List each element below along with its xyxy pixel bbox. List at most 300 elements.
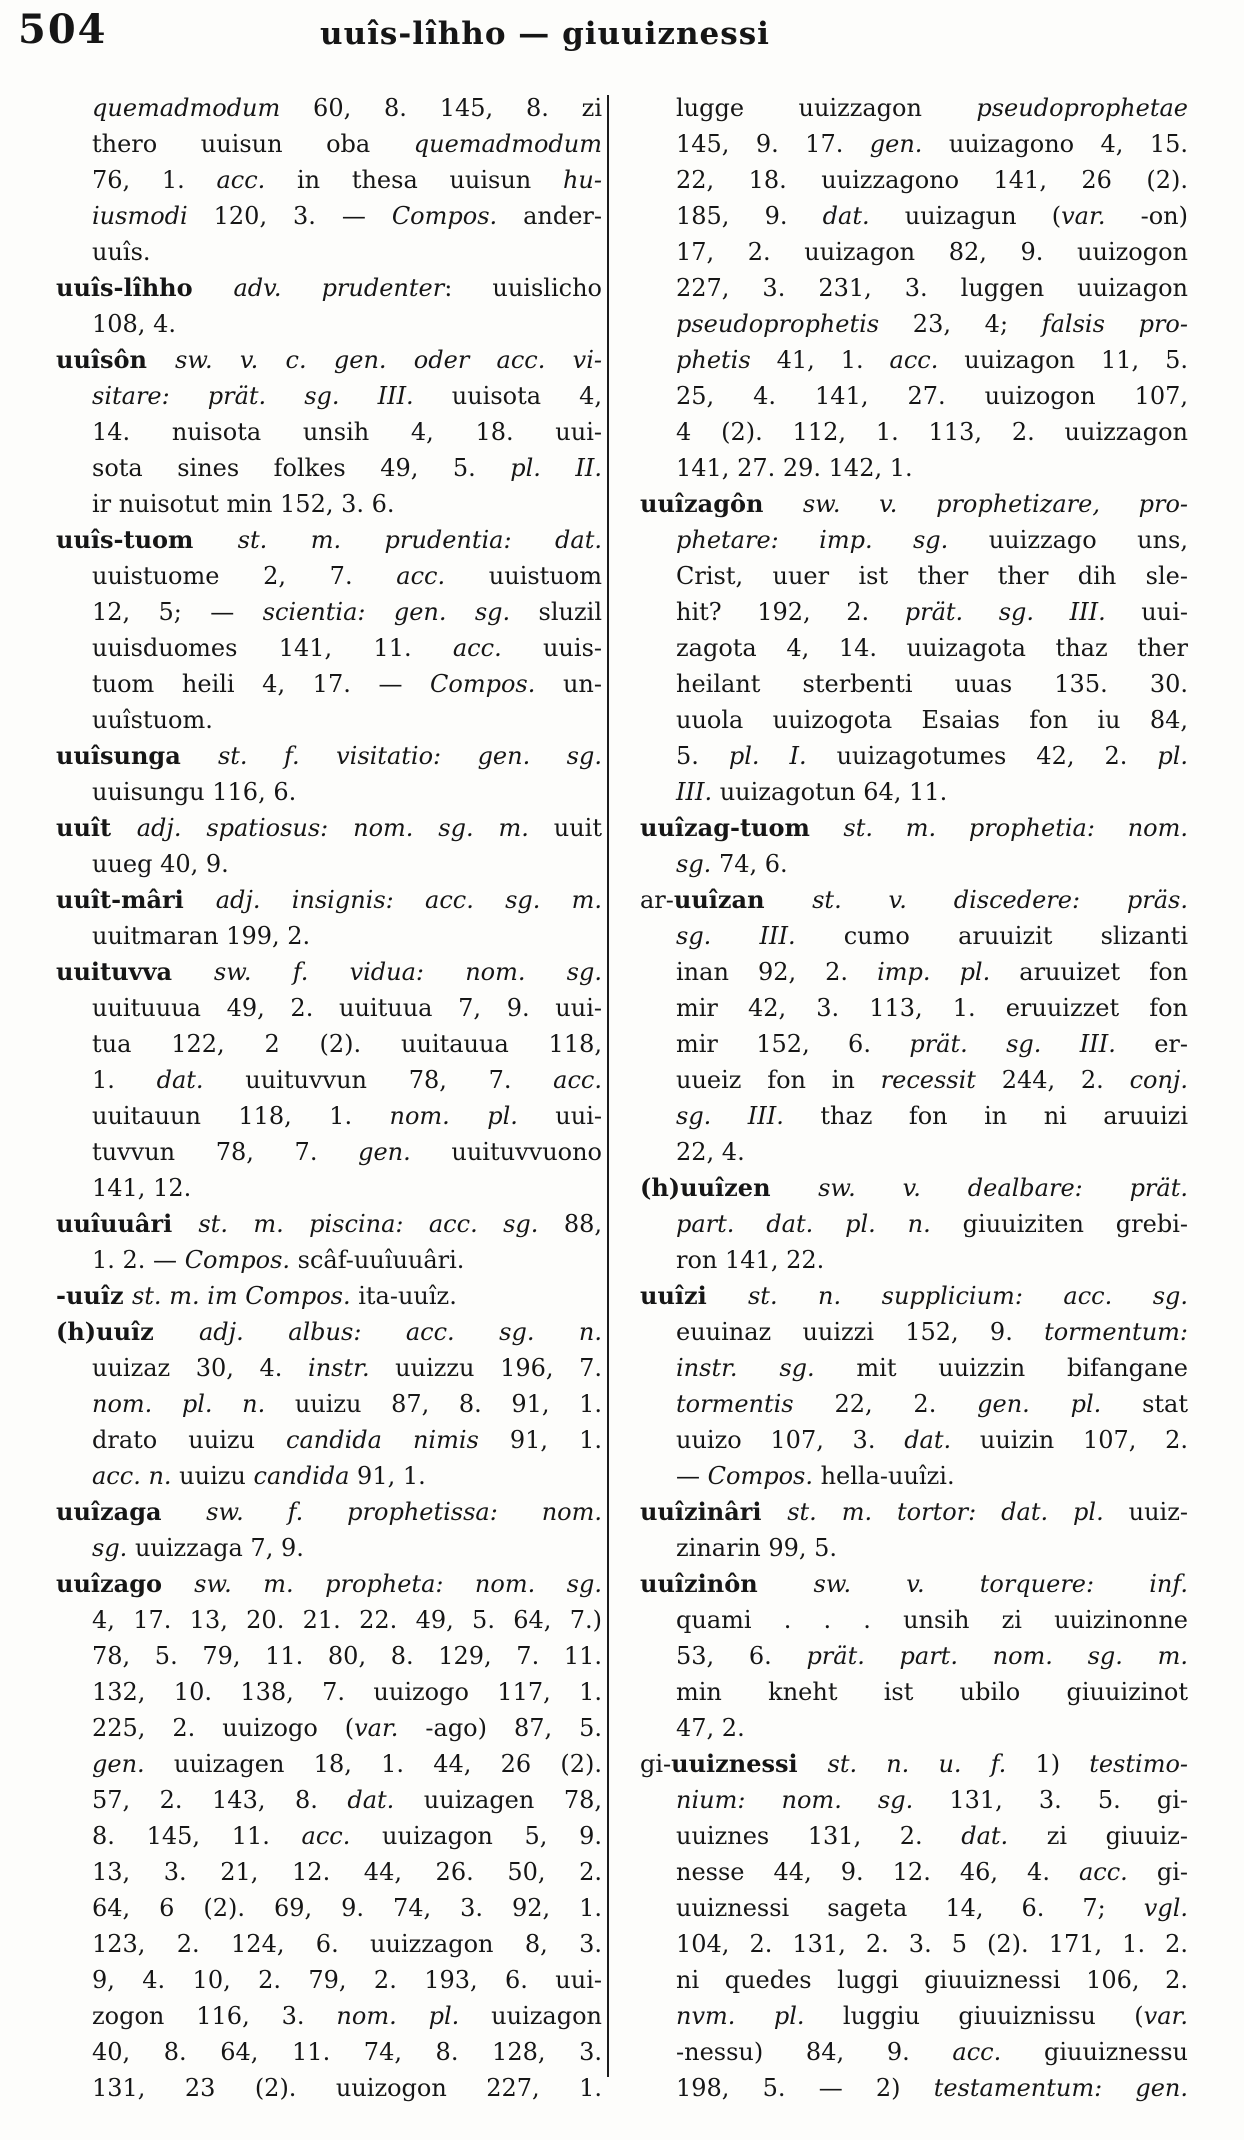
text-line [56, 1854, 602, 1890]
text-segment: uuizin 107, 2. [951, 1426, 1188, 1454]
grammar-label: acc. [553, 1066, 602, 1094]
text-segment: uuiznes 131, 2. [676, 1822, 962, 1850]
grammar-label: var. [1143, 2002, 1188, 2030]
grammar-label: hu- [562, 166, 602, 194]
text-line [640, 738, 1188, 774]
text-segment: uuizagon [459, 2002, 602, 2030]
text-line [640, 306, 1188, 342]
text-line [56, 738, 602, 774]
text-segment: 40, 8. 64, 11. 74, 8. 128, 3. [92, 2038, 602, 2066]
text-line [56, 486, 602, 522]
text-segment: er- [1115, 1030, 1188, 1058]
grammar-label: tormentis [676, 1390, 794, 1418]
text-segment: hella-uuîzi. [812, 1462, 955, 1490]
grammar-label: acc. [216, 166, 266, 194]
text-line [640, 1098, 1188, 1134]
text-line [56, 198, 602, 234]
text-line [640, 1494, 1188, 1530]
headword: uuîzaga [56, 1497, 207, 1526]
text-segment: 41, 1. [750, 346, 890, 374]
text-line [56, 1098, 602, 1134]
text-segment: 5. [676, 742, 729, 770]
headword: (h)uuîz [56, 1317, 199, 1346]
text-line [640, 558, 1188, 594]
text-line [640, 882, 1188, 918]
headword: uuiznessi [671, 1749, 828, 1778]
text-line [640, 1746, 1188, 1782]
headword: uuîzinâri [640, 1497, 788, 1526]
headword: uuituvva [56, 957, 214, 986]
text-segment: uueiz fon in [676, 1066, 881, 1094]
text-line [56, 270, 602, 306]
text-segment: sota sines folkes 49, 5. [92, 454, 511, 482]
grammar-label: candida [253, 1462, 350, 1490]
text-line [640, 1350, 1188, 1386]
grammar-label: sw. v. torquere: inf. [813, 1570, 1188, 1598]
text-segment: uuisungu 116, 6. [92, 778, 297, 806]
grammar-label: pl. I. [728, 742, 807, 770]
text-line [640, 414, 1188, 450]
grammar-label: var. [354, 1714, 399, 1742]
text-segment: uuizagotun 64, 11. [712, 778, 948, 806]
text-segment: 104, 2. 131, 2. 3. 5 (2). 171, 1. 2. [676, 1930, 1188, 1958]
text-line [56, 1170, 602, 1206]
text-line [56, 90, 602, 126]
text-segment: 22, 2. [793, 1390, 978, 1418]
grammar-label: imp. pl. [877, 958, 991, 986]
text-segment: 198, 5. — 2) [676, 2074, 934, 2102]
text-line [640, 918, 1188, 954]
text-line [640, 774, 1188, 810]
text-line [640, 450, 1188, 486]
text-segment: 91, 1. [478, 1426, 602, 1454]
text-segment: 47, 2. [676, 1714, 745, 1742]
text-line [640, 1890, 1188, 1926]
text-line [640, 1566, 1188, 1602]
text-line [640, 1458, 1188, 1494]
text-line [56, 810, 602, 846]
text-line [56, 1602, 602, 1638]
text-segment: uuiz- [1103, 1498, 1188, 1526]
text-segment: 13, 3. 21, 12. 44, 26. 50, 2. [92, 1858, 602, 1886]
text-line [640, 1062, 1188, 1098]
text-line [56, 1746, 602, 1782]
grammar-label: st. m. prophetia: nom. [843, 814, 1188, 842]
text-line [56, 1458, 602, 1494]
text-segment: tua 122, 2 (2). uuitauua 118, [92, 1030, 602, 1058]
text-line [56, 774, 602, 810]
text-line [56, 414, 602, 450]
text-segment: thaz fon in ni aruuizi [783, 1102, 1188, 1130]
text-segment: uuit [528, 814, 602, 842]
text-line [640, 594, 1188, 630]
text-segment: 244, 2. [975, 1066, 1130, 1094]
text-segment: drato uuizu [92, 1426, 287, 1454]
grammar-label: dat. [961, 1822, 1009, 1850]
grammar-label: conj. [1129, 1066, 1188, 1094]
text-line [640, 1026, 1188, 1062]
text-segment: 91, 1. [349, 1462, 426, 1490]
grammar-label: dat. [822, 202, 870, 230]
grammar-label: nom. pl. n. [92, 1390, 266, 1418]
text-line [56, 1710, 602, 1746]
text-segment: euuinaz uuizzi 152, 9. [676, 1318, 1045, 1346]
grammar-label: quemadmodum [413, 130, 602, 158]
text-segment: 8. 145, 11. [92, 1822, 302, 1850]
running-head: uuîs-lîhho — giuuiznessi [320, 16, 770, 52]
text-line [56, 1386, 602, 1422]
text-line [56, 2070, 602, 2106]
text-segment: ni quedes luggi giuuiznessi 106, 2. [676, 1966, 1188, 1994]
text-segment: tuom heili 4, 17. — [92, 670, 431, 698]
text-segment: quami . . . unsih zi uuizinonne [676, 1606, 1188, 1634]
text-line [56, 1062, 602, 1098]
text-segment: 23, 4; [879, 310, 1042, 338]
text-segment: scâf-uuîuuâri. [290, 1246, 465, 1274]
text-line [640, 126, 1188, 162]
grammar-label: var. [1061, 202, 1106, 230]
text-line [640, 234, 1188, 270]
text-segment: uueg 40, 9. [92, 850, 229, 878]
grammar-label: sw. v. dealbare: prät. [818, 1174, 1188, 1202]
grammar-label: acc. [396, 562, 446, 590]
text-segment: 53, 6. [676, 1642, 807, 1670]
text-segment: — [676, 1462, 708, 1490]
text-segment: gi- [640, 1750, 672, 1778]
text-segment: uuistuom [445, 562, 602, 590]
headword: uuîzago [56, 1569, 195, 1598]
grammar-label: III. [676, 778, 713, 806]
text-segment: 14. nuisota unsih 4, 18. uui- [92, 418, 602, 446]
text-segment: lugge uuizzagon [676, 94, 977, 122]
grammar-label: acc. [1078, 1858, 1128, 1886]
text-line [56, 1026, 602, 1062]
text-line [56, 1674, 602, 1710]
grammar-label: st. n. u. f. [827, 1750, 1007, 1778]
text-line [56, 702, 602, 738]
grammar-label: acc. [952, 2038, 1002, 2066]
grammar-label: sg. [92, 1534, 128, 1562]
text-line [640, 1314, 1188, 1350]
text-line [640, 1926, 1188, 1962]
text-segment: zinarin 99, 5. [676, 1534, 838, 1562]
text-segment: 76, 1. [92, 166, 217, 194]
grammar-label: sw. f. vidua: nom. sg. [213, 958, 602, 986]
headword: uuîzagôn [640, 489, 803, 518]
text-segment: 227, 3. 231, 3. luggen uuizagon [676, 274, 1188, 302]
text-line [640, 1962, 1188, 1998]
grammar-label: gen. [869, 130, 923, 158]
text-segment: 145, 9. 17. [676, 130, 870, 158]
headword: uuîzag-tuom [640, 813, 844, 842]
text-segment: mir 152, 6. [676, 1030, 910, 1058]
text-segment: 131, 3. 5. gi- [913, 1786, 1188, 1814]
grammar-label: pl. II. [510, 454, 602, 482]
text-segment: uuitauun 118, 1. [92, 1102, 390, 1130]
text-line [56, 630, 602, 666]
text-segment: uuizzaga 7, 9. [127, 1534, 304, 1562]
text-line [640, 90, 1188, 126]
text-line [56, 1278, 602, 1314]
text-line [56, 1134, 602, 1170]
text-line [56, 1782, 602, 1818]
text-segment: 108, 4. [92, 310, 176, 338]
text-segment: 60, 8. 145, 8. zi [280, 94, 602, 122]
text-segment: uuizagon 5, 9. [350, 1822, 602, 1850]
grammar-label: st. f. visitatio: gen. sg. [217, 742, 602, 770]
text-segment: 123, 2. 124, 6. uuizzagon 8, 3. [92, 1930, 602, 1958]
text-segment: mir 42, 3. 113, 1. eruuizzet fon [676, 994, 1188, 1022]
text-segment: aruuizet fon [990, 958, 1188, 986]
headword: uuît [56, 813, 137, 842]
text-line [640, 162, 1188, 198]
grammar-label: gen. pl. [977, 1390, 1102, 1418]
text-segment: uuiznessi sageta 14, 6. 7; [676, 1894, 1144, 1922]
grammar-label: scientia: gen. sg. [262, 598, 511, 626]
text-line [640, 1674, 1188, 1710]
text-segment: uuizzu 196, 7. [369, 1354, 602, 1382]
text-line [56, 126, 602, 162]
grammar-label: nvm. pl. [676, 2002, 805, 2030]
column-divider [607, 95, 609, 2077]
text-line [56, 882, 602, 918]
text-line [56, 558, 602, 594]
text-line [640, 630, 1188, 666]
text-line [640, 1638, 1188, 1674]
text-segment: heilant sterbenti uuas 135. 30. [676, 670, 1188, 698]
grammar-label: prät. sg. III. [904, 598, 1106, 626]
text-line [640, 1134, 1188, 1170]
text-segment: uuisota 4, [413, 382, 602, 410]
text-segment: -on) [1105, 202, 1188, 230]
text-line [56, 2034, 602, 2070]
text-line [640, 1782, 1188, 1818]
headword: uuîzi [640, 1281, 748, 1310]
text-segment: un- [535, 670, 602, 698]
grammar-label: Compos. [391, 202, 498, 230]
text-segment: 1. 2. — [92, 1246, 185, 1274]
text-segment: uuizagotumes 42, 2. [806, 742, 1158, 770]
text-segment: uuîs. [92, 238, 151, 266]
grammar-label: gen. [358, 1138, 411, 1166]
headword: uuît-mâri [56, 885, 216, 914]
text-line [56, 1998, 602, 2034]
grammar-label: dat. [347, 1786, 395, 1814]
text-line [640, 810, 1188, 846]
text-segment: 88, [538, 1210, 602, 1238]
text-line [56, 234, 602, 270]
grammar-label: vgl. [1143, 1894, 1188, 1922]
grammar-label: acc. n. [92, 1462, 172, 1490]
text-line [640, 270, 1188, 306]
text-line [56, 594, 602, 630]
text-line [640, 1602, 1188, 1638]
text-segment: 78, 5. 79, 11. 80, 8. 129, 7. 11. [92, 1642, 602, 1670]
grammar-label: acc. [452, 634, 502, 662]
headword: uuîs-lîhho [56, 273, 234, 302]
text-segment: 225, 2. uuizogo ( [92, 1714, 355, 1742]
text-line [56, 1926, 602, 1962]
grammar-label: sg. III. [676, 1102, 784, 1130]
text-segment: giuuiznessu [1001, 2038, 1188, 2066]
grammar-label: phetis [676, 346, 751, 374]
text-line [640, 1206, 1188, 1242]
text-line [56, 1890, 602, 1926]
text-line [56, 954, 602, 990]
text-segment: zogon 116, 3. [92, 2002, 337, 2030]
text-segment: ita-uuîz. [350, 1282, 457, 1310]
text-segment: uuituuua 49, 2. uuituua 7, 9. uui- [92, 994, 602, 1022]
grammar-label: prät. part. nom. sg. m. [806, 1642, 1188, 1670]
headword: uuîuuâri [56, 1209, 199, 1238]
grammar-label: st. m. tortor: dat. pl. [787, 1498, 1104, 1526]
text-line [640, 342, 1188, 378]
text-line [640, 666, 1188, 702]
text-line [56, 1350, 602, 1386]
text-line [640, 1818, 1188, 1854]
text-segment: 22, 18. uuizzagono 141, 26 (2). [676, 166, 1188, 194]
grammar-label: st. n. supplicium: acc. sg. [747, 1282, 1188, 1310]
grammar-label: st. v. discedere: präs. [812, 886, 1188, 914]
text-segment: mit uuizzin bifangane [814, 1354, 1188, 1382]
text-segment: zagota 4, 14. uuizagota thaz ther [676, 634, 1188, 662]
text-line [640, 198, 1188, 234]
text-segment: 132, 10. 138, 7. uuizogo 117, 1. [92, 1678, 602, 1706]
text-line [640, 990, 1188, 1026]
text-segment: uuizagen 18, 1. 44, 26 (2). [144, 1750, 602, 1778]
text-segment: sluzil [510, 598, 602, 626]
text-line [640, 522, 1188, 558]
right-column [640, 90, 1188, 2106]
text-line [56, 666, 602, 702]
grammar-label: candida nimis [286, 1426, 479, 1454]
grammar-label: testimo- [1089, 1750, 1188, 1778]
text-segment: 131, 23 (2). uuizogon 227, 1. [92, 2074, 602, 2102]
text-line [56, 990, 602, 1026]
text-line [56, 1566, 602, 1602]
text-segment: ar- [640, 886, 674, 914]
text-segment: 64, 6 (2). 69, 9. 74, 3. 92, 1. [92, 1894, 602, 1922]
text-line [56, 1962, 602, 1998]
text-line [640, 1710, 1188, 1746]
text-line [56, 450, 602, 486]
text-segment: uuisduomes 141, 11. [92, 634, 453, 662]
text-line [56, 306, 602, 342]
text-line [56, 1530, 602, 1566]
text-segment: uuizaz 30, 4. [92, 1354, 309, 1382]
text-segment: uuis- [501, 634, 602, 662]
text-line [56, 342, 602, 378]
text-line [640, 954, 1188, 990]
grammar-label: sw. v. c. gen. oder acc. vi- [175, 346, 602, 374]
grammar-label: part. dat. pl. n. [676, 1210, 931, 1238]
text-segment: hit? 192, 2. [676, 598, 905, 626]
text-line [56, 522, 602, 558]
text-line [56, 1494, 602, 1530]
page-number: 504 [18, 6, 108, 53]
text-segment: cumo aruuizit slizanti [795, 922, 1188, 950]
text-segment: uuizzago uns, [948, 526, 1188, 554]
left-column [56, 90, 602, 2106]
text-line [640, 1242, 1188, 1278]
text-line [640, 846, 1188, 882]
headword: uuîzan [673, 885, 813, 914]
text-segment: uuitmaran 199, 2. [92, 922, 311, 950]
text-segment: giuuiziten grebi- [930, 1210, 1188, 1238]
text-segment: uui- [1105, 598, 1188, 626]
text-line [640, 486, 1188, 522]
grammar-label: adj. insignis: acc. sg. m. [215, 886, 602, 914]
grammar-label: adj. albus: acc. sg. n. [199, 1318, 602, 1346]
grammar-label: iusmodi [92, 202, 188, 230]
grammar-label: instr. [308, 1354, 370, 1382]
text-segment: uuîstuom. [92, 706, 213, 734]
grammar-label: st. m. im Compos. [131, 1282, 351, 1310]
grammar-label: st. m. piscina: acc. sg. [198, 1210, 539, 1238]
text-segment: 1. [92, 1066, 157, 1094]
text-segment: ir nuisotut min 152, 3. 6. [92, 490, 395, 518]
grammar-label: adv. prudenter [233, 274, 445, 302]
text-segment: 4 (2). 112, 1. 113, 2. uuizzagon [676, 418, 1188, 446]
grammar-label: st. m. prudentia: dat. [237, 526, 602, 554]
grammar-label: recessit [880, 1066, 976, 1094]
grammar-label: sw. v. prophetizare, pro- [802, 490, 1188, 518]
text-segment: 1) [1006, 1750, 1090, 1778]
text-segment: uuizu 87, 8. 91, 1. [265, 1390, 602, 1418]
text-segment: 12, 5; — [92, 598, 263, 626]
grammar-label: adj. spatiosus: nom. sg. m. [136, 814, 529, 842]
text-line [56, 378, 602, 414]
grammar-label: phetare: imp. sg. [676, 526, 949, 554]
grammar-label: dat. [156, 1066, 204, 1094]
grammar-label: nom. pl. [336, 2002, 460, 2030]
grammar-label: nom. pl. [389, 1102, 518, 1130]
text-line [56, 1206, 602, 1242]
text-segment: tuvvun 78, 7. [92, 1138, 359, 1166]
text-line [640, 2034, 1188, 2070]
text-line [56, 1422, 602, 1458]
grammar-label: dat. [904, 1426, 952, 1454]
text-segment: nesse 44, 9. 12. 46, 4. [676, 1858, 1079, 1886]
text-line [640, 1386, 1188, 1422]
text-segment: -ago) 87, 5. [398, 1714, 602, 1742]
text-line [56, 918, 602, 954]
grammar-label: sw. f. prophetissa: nom. [206, 1498, 602, 1526]
grammar-label: acc. [889, 346, 939, 374]
text-segment: 141, 12. [92, 1174, 192, 1202]
text-segment: luggiu giuuiznissu ( [804, 2002, 1144, 2030]
grammar-label: sw. m. propheta: nom. sg. [194, 1570, 602, 1598]
text-line [56, 1818, 602, 1854]
grammar-label: Compos. [430, 670, 536, 698]
grammar-label: pseudoprophetis [676, 310, 880, 338]
text-line [640, 378, 1188, 414]
text-line [640, 1998, 1188, 2034]
text-segment: : uuislicho [444, 274, 602, 302]
text-segment: ron 141, 22. [676, 1246, 825, 1274]
grammar-label: nium: nom. sg. [676, 1786, 914, 1814]
text-segment: ander- [497, 202, 602, 230]
text-line [56, 1638, 602, 1674]
grammar-label: sg. III. [676, 922, 796, 950]
grammar-label: pl. [1157, 742, 1188, 770]
text-segment: 185, 9. [676, 202, 823, 230]
text-line [56, 1242, 602, 1278]
headword: uuîs-tuom [56, 525, 238, 554]
text-line [640, 1854, 1188, 1890]
text-line [640, 1170, 1188, 1206]
grammar-label: instr. sg. [676, 1354, 815, 1382]
